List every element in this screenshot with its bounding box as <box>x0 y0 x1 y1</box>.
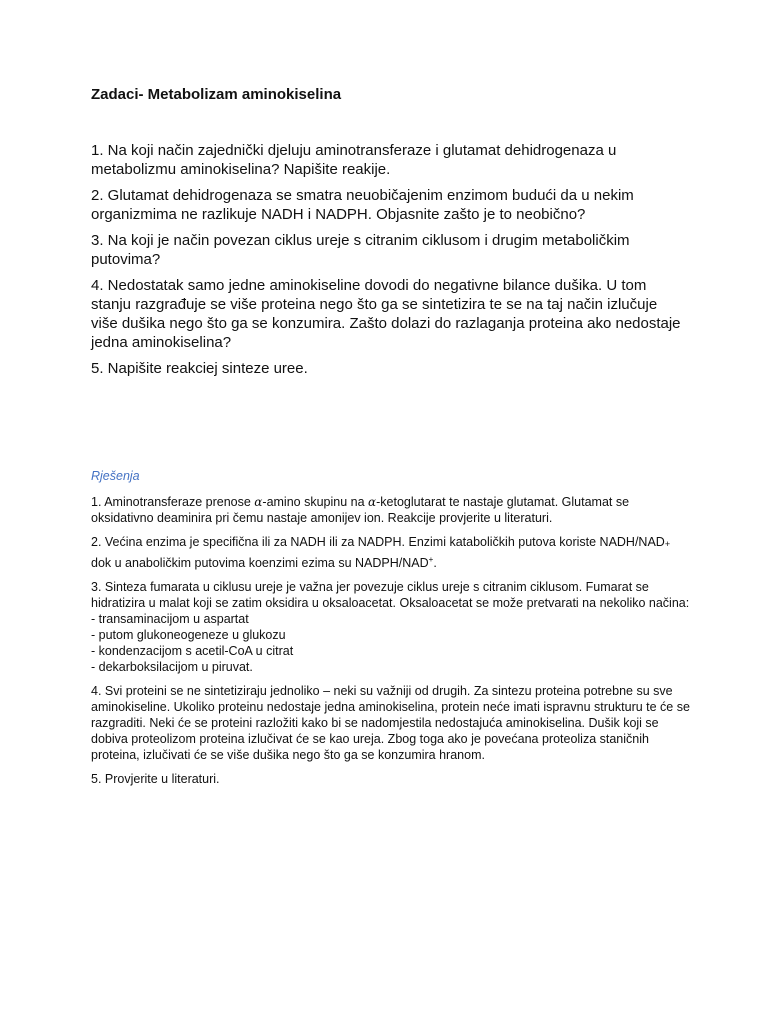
answer-2-text-b: dok u anaboličkim putovima koenzimi ezima su NADPH/NAD <box>91 556 429 570</box>
answer-5: 5. Provjerite u literaturi. <box>91 772 220 786</box>
answers-section <box>91 494 691 795</box>
alpha-symbol: α <box>368 495 377 509</box>
answer-2-text-c: . <box>433 556 437 570</box>
superscript-plus: + <box>428 555 434 564</box>
answer-1-text-a: 1. Aminotransferaze prenose <box>91 495 255 509</box>
alpha-symbol: α <box>254 495 263 509</box>
question-2: 2. Glutamat dehidrogenaza se smatra neuobičajenim enzimom budući da u nekim organizmima ne razlikuje NADH i NADPH. Objasnite zašto je to neobično? <box>91 187 634 223</box>
answer-4: 4. Svi proteini se ne sintetiziraju jednoliko – neki su važniji od drugih. Za sintezu proteina potrebne su sve aminokiseline. Ukoliko proteinu nedostaje jedna aminokiselina, protein neće imati ispravnu strukturu te će se razgraditi. Neki će se proteini razložiti kako bi se nadomjestila nedostajuća aminokiselina. Dušik koji se dobiva proteolizom proteina izlučivat će se kao ureja. Zbog toga ako je povećana proteoliza staničnih proteina, izlučivati će se više dušika nego što ga se konzumira hranom. <box>91 684 690 762</box>
answer-3-list-item: - dekarboksilacijom u piruvat. <box>91 660 253 674</box>
question-3: 3. Na koji je način povezan ciklus ureje s citranim ciklusom i drugim metaboličkim putovima? <box>91 232 630 268</box>
answer-3-list-item: - putom glukoneogeneze u glukozu <box>91 628 286 642</box>
answer-3 <box>91 579 691 675</box>
subscript-plus: + <box>664 539 671 549</box>
document-title: Zadaci- Metabolizam aminokiselina <box>91 86 342 103</box>
question-1: 1. Na koji način zajednički djeluju aminotransferaze i glutamat dehidrogenaza u metabolizmu aminokiselina? Napišite reakije. <box>91 142 617 178</box>
answer-2-text-a: 2. Većina enzima je specifična ili za NADH ili za NADPH. Enzimi kataboličkih putova koriste NADH/NAD <box>91 535 665 549</box>
answer-1 <box>91 494 691 526</box>
answer-2 <box>91 534 691 571</box>
answer-3-list-item: - transaminacijom u aspartat <box>91 612 249 626</box>
questions-section <box>91 141 681 385</box>
answer-1-text-c: -ketoglutarat te nastaje glutamat. Glutamat se oksidativno deaminira pri čemu nastaje amonijev ion. Reakcije provjerite u literaturi. <box>91 495 630 525</box>
question-4: 4. Nedostatak samo jedne aminokiseline dovodi do negativne bilance dušika. U tom stanju razgrađuje se više proteina nego što ga se sintetizira te se na taj način izlučuje više dušika nego što ga se konzumira. Zašto dolazi do razlaganja proteina ako nedostaje jedna aminokiselina? <box>91 277 681 351</box>
answer-1-text-b: -amino skupinu na <box>262 495 369 509</box>
answer-3-list-item: - kondenzacijom s acetil-CoA u citrat <box>91 644 294 658</box>
question-5: 5. Napišite reakciej sinteze uree. <box>91 360 308 377</box>
solutions-heading: Rješenja <box>91 469 140 483</box>
answer-3-intro: 3. Sinteza fumarata u ciklusu ureje je važna jer povezuje ciklus ureje s citranim ciklusom. Fumarat se hidratizira u malat koji se zatim oksidira u oksaloacetat. Oksaloacetat se može pretvarati na nekoliko načina: <box>91 580 690 610</box>
